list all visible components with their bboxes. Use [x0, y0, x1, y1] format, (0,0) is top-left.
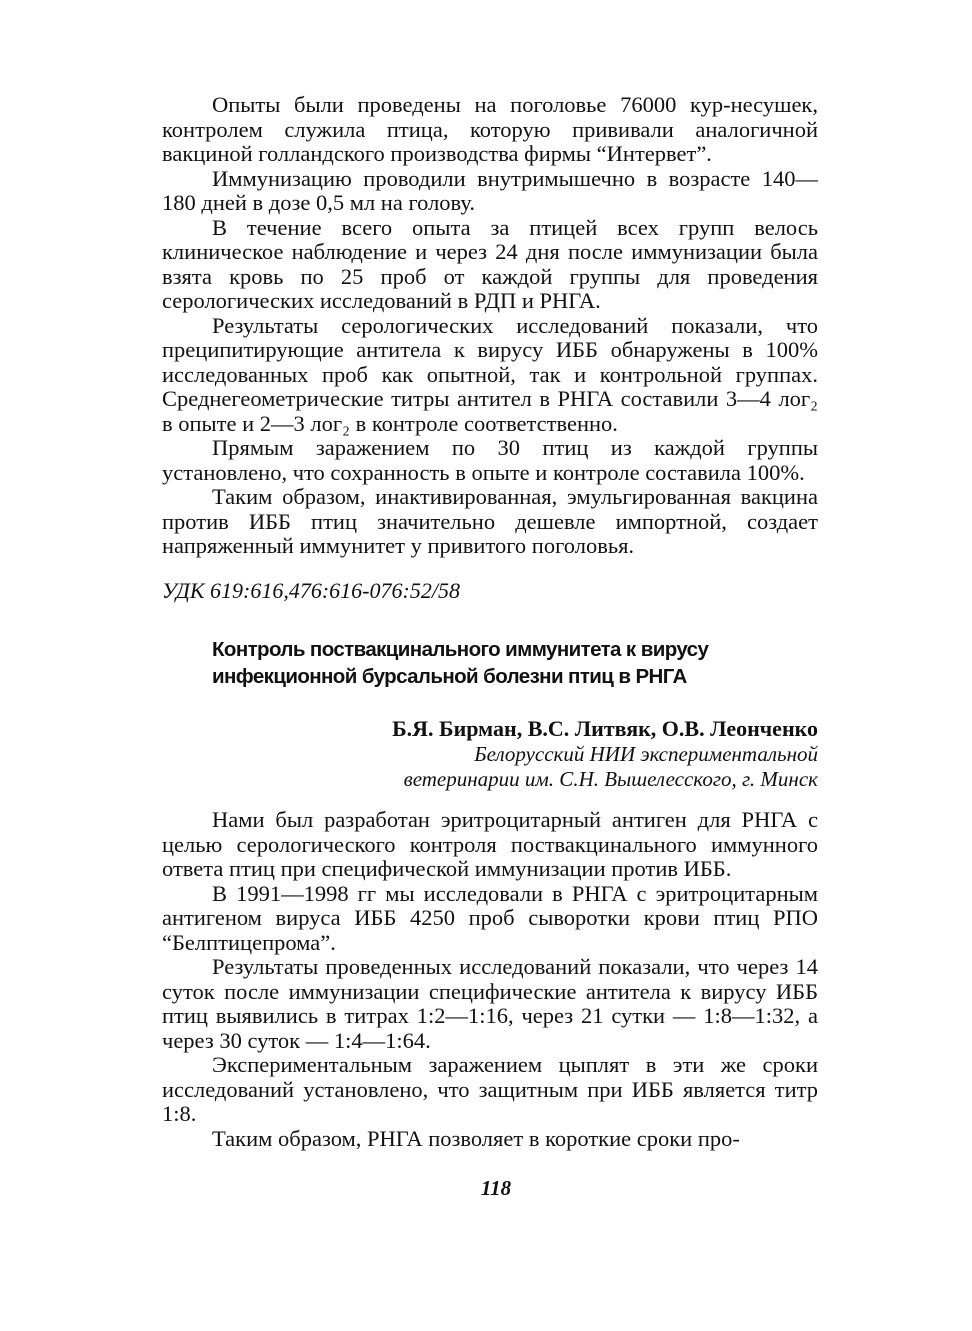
paragraph: Иммунизацию проводили внутримышечно в возрасте 140—180 дней в дозе 0,5 мл на голову.: [162, 165, 818, 215]
paragraph: Результаты проведенных исследований показали, что через 14 суток после иммунизации специфические антитела к вирусу ИББ птиц выявились в титрах 1:2—1:16, через 21 сутки — 1:8—1:32, а через 30 суток — 1:4—1:64.: [162, 954, 818, 1053]
article-text-block: [162, 808, 818, 1151]
affiliation-line: ветеринарии им. С.Н. Вышелесского, г. Минск: [403, 767, 818, 791]
udk-code: УДК 619:616,476:616-076:52/58: [162, 578, 460, 603]
page-number: 118: [480, 1176, 512, 1200]
paragraph: Таким образом, РНГА позволяет в короткие сроки про-: [212, 1125, 740, 1151]
paragraph: В течение всего опыта за птицей всех групп велось клиническое наблюдение и через 24 дня после иммунизации была взята кровь по 25 проб от каждой группы для проведения серологических исследований в РДП и РНГА.: [162, 214, 818, 313]
authors: Б.Я. Бирман, В.С. Литвяк, О.В. Леонченко: [392, 716, 818, 741]
paragraph: Таким образом, инактивированная, эмульгированная вакцина против ИББ птиц значительно дешевле импортной, создает напряженный иммунитет у привитого поголовья.: [162, 484, 818, 558]
paragraph: Результаты серологических исследований показали, что преципитирующие антитела к вирусу ИББ обнаружены в 100% исследованных проб как опытной, так и контрольной группах. Среднегеометрические титры антител в РНГА составили 3—4 лог₂ в опыте и 2—3 лог₂ в контроле соответственно.: [162, 312, 818, 436]
paragraph: Прямым заражением по 30 птиц из каждой группы установлено, что сохранность в опыте и контроле составила 100%.: [162, 435, 818, 485]
authors-block: [392, 716, 818, 792]
top-text-block: [162, 93, 818, 559]
paragraph: Опыты были проведены на поголовье 76000 кур-несушек, контролем служила птица, которую прививали аналогичной вакциной голландского производства фирмы “Интервет”.: [162, 92, 818, 166]
paragraph: Экспериментальным заражением цыплят в эти же сроки исследований установлено, что защитным при ИББ является титр 1:8.: [162, 1052, 818, 1126]
article-title: Контроль поствакцинального иммунитета к вирусу инфекционной бурсальной болезни птиц в РНГА: [212, 638, 709, 688]
paragraph: В 1991—1998 гг мы исследовали в РНГА с эритроцитарным антигеном вируса ИББ 4250 проб сыворотки крови птиц РПО “Белптицепрома”.: [162, 880, 818, 955]
paragraph: Нами был разработан эритроцитарный антиген для РНГА с целью серологического контроля поствакцинального иммунного ответа птиц при специфической иммунизации против ИББ.: [162, 807, 818, 881]
affiliation-line: Белорусский НИИ экспериментальной: [474, 742, 818, 766]
